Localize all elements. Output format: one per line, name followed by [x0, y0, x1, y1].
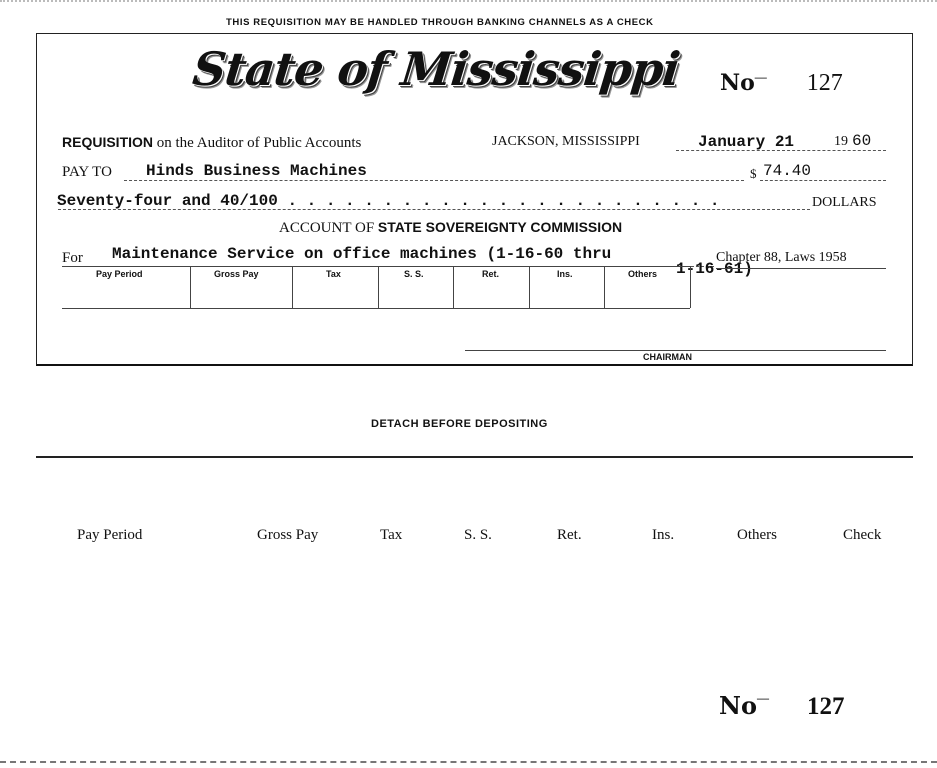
purpose-line2: 1-16-61) [676, 260, 753, 278]
banking-notice: THIS REQUISITION MAY BE HANDLED THROUGH BANKING CHANNELS AS A CHECK [226, 17, 654, 28]
year-prefix: 19 [834, 134, 848, 149]
number-label: No [720, 70, 755, 96]
chairman-label: CHAIRMAN [643, 352, 692, 362]
stub-col-gross-pay: Gross Pay [257, 527, 319, 543]
col-ss: S. S. [404, 269, 424, 279]
col-ret: Ret. [482, 269, 500, 279]
stub-col-ss: S. S. [464, 527, 492, 543]
date-typed: January 21 [698, 133, 795, 151]
col-others: Others [628, 269, 658, 279]
chapter-text: Chapter 88, Laws 1958 [716, 250, 847, 265]
requisition-line [62, 134, 361, 152]
stub-col-others: Others [737, 527, 777, 543]
bottom-perforation [0, 761, 937, 767]
detach-text: DETACH BEFORE DEPOSITING [371, 418, 548, 430]
stub-col-pay-period: Pay Period [77, 527, 143, 543]
account-line [279, 219, 622, 237]
amount: 74.40 [763, 162, 812, 180]
state-of-mississippi-logo: State of Mississippi [190, 42, 682, 96]
stub-col-ins: Ins. [652, 527, 675, 543]
col-tax: Tax [326, 269, 341, 279]
stub-col-check: Check [843, 527, 882, 543]
stub-number-value: 127 [806, 693, 845, 720]
for-label: For [62, 250, 83, 266]
amount-words: Seventy-four and 40/100 . . . . . . . . . . . . . . . . . . . . . . . [57, 192, 720, 210]
location: JACKSON, MISSISSIPPI [492, 134, 640, 149]
stub-number-label: No [719, 691, 757, 720]
account-name: STATE SOVEREIGNTY COMMISSION [377, 219, 623, 235]
signature-line [465, 350, 886, 351]
detach-line [36, 456, 913, 458]
col-ins: Ins. [557, 269, 573, 279]
requisition-text: on the Auditor of Public Accounts [156, 135, 362, 151]
col-gross-pay: Gross Pay [214, 269, 259, 279]
pay-to-label: PAY TO [62, 164, 112, 180]
stub-col-tax: Tax [380, 527, 403, 543]
stub-number: No— 127 [719, 691, 845, 720]
stub-col-ret: Ret. [557, 527, 582, 543]
payee: Hinds Business Machines [146, 162, 367, 180]
dollar-sign: $ [750, 166, 757, 181]
dollars-label: DOLLARS [812, 195, 877, 210]
purpose-line1: Maintenance Service on office machines (1-16-60 thru [112, 245, 612, 263]
col-pay-period: Pay Period [96, 269, 143, 279]
year-typed: 60 [852, 132, 872, 150]
number-value: 127 [806, 70, 843, 96]
account-of-label: ACCOUNT OF [279, 220, 375, 236]
requisition-label: REQUISITION [62, 134, 154, 150]
top-perforation [0, 0, 937, 6]
check-number: No— 127 [720, 70, 843, 96]
